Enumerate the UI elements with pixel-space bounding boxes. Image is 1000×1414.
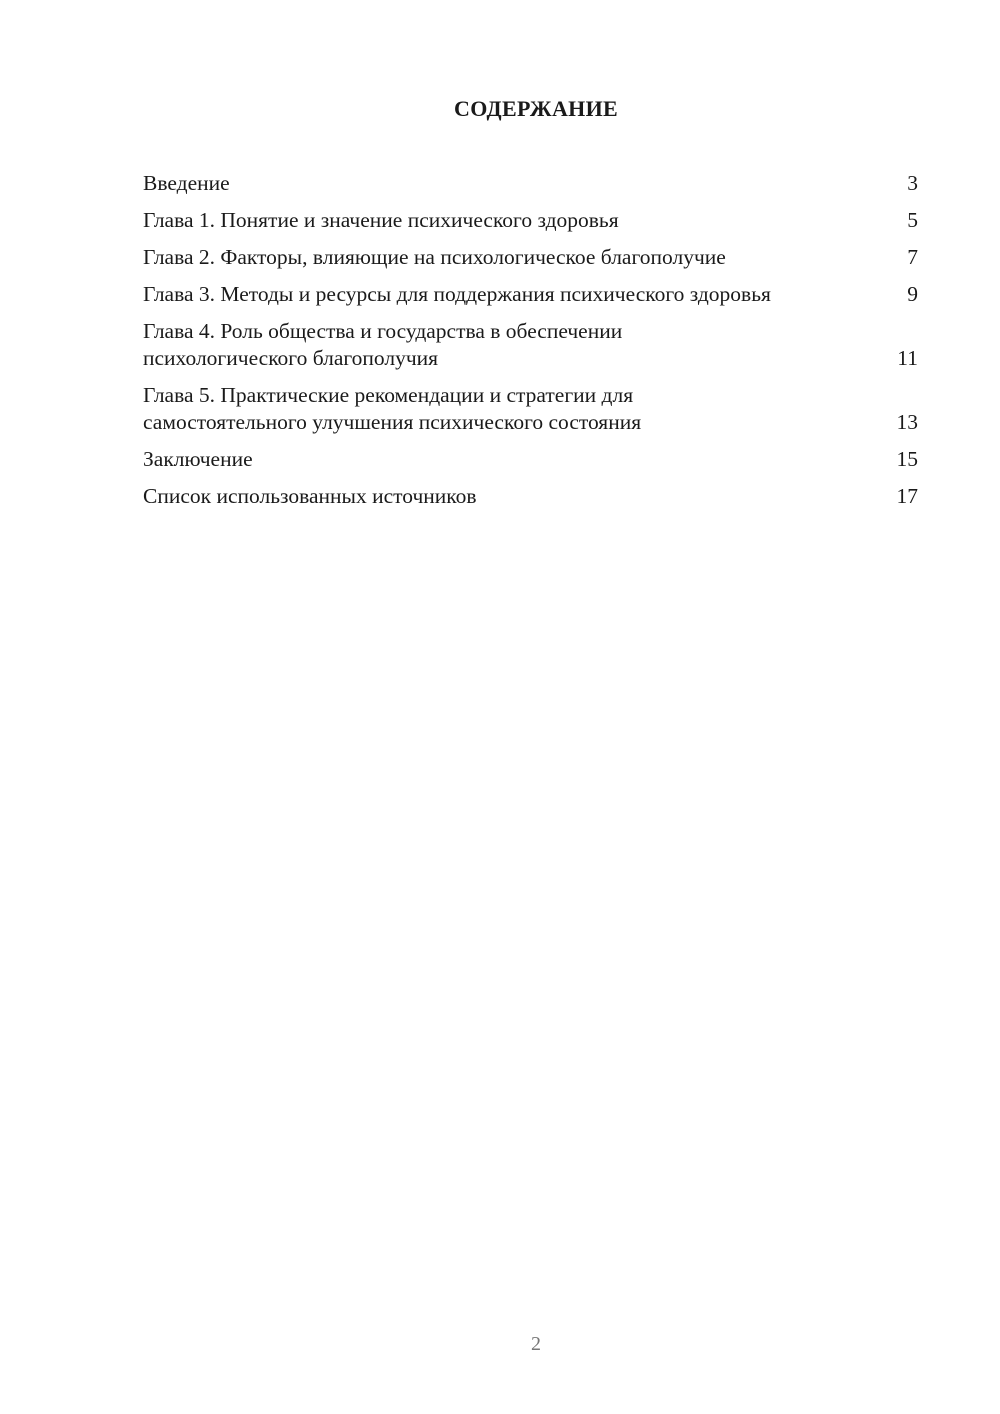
toc-item-label: Глава 5. Практические рекомендации и стратегии для самостоятельного улучшения психического состояния bbox=[143, 383, 642, 434]
toc-item-chapter-4 bbox=[143, 318, 918, 372]
toc-item-page: 13 bbox=[896, 410, 918, 434]
toc-item-chapter-2 bbox=[143, 244, 918, 271]
toc-item-page: 3 bbox=[907, 171, 918, 195]
toc-item-label: Глава 1. Понятие и значение психического здоровья bbox=[143, 208, 619, 232]
toc-item-chapter-5 bbox=[143, 382, 918, 436]
toc-item-references bbox=[143, 483, 918, 510]
toc-item-page: 9 bbox=[907, 282, 918, 306]
toc-item-page: 7 bbox=[907, 245, 918, 269]
toc-item-page: 17 bbox=[896, 484, 918, 508]
page-number: 2 bbox=[531, 1333, 541, 1355]
toc-list bbox=[143, 170, 918, 520]
toc-title: СОДЕРЖАНИЕ bbox=[454, 96, 618, 121]
toc-item-label: Глава 2. Факторы, влияющие на психологическое благополучие bbox=[143, 245, 726, 269]
toc-item-label: Заключение bbox=[143, 447, 253, 471]
toc-item-page: 15 bbox=[896, 447, 918, 471]
toc-item-label: Глава 4. Роль общества и государства в обеспечении психологического благополучия bbox=[143, 319, 623, 370]
toc-item-label: Список использованных источников bbox=[143, 484, 477, 508]
toc-item-chapter-1 bbox=[143, 207, 918, 234]
toc-item-label: Глава 3. Методы и ресурсы для поддержания психического здоровья bbox=[143, 282, 771, 306]
toc-item-page: 11 bbox=[897, 346, 918, 370]
toc-item-page: 5 bbox=[907, 208, 918, 232]
toc-item-label: Введение bbox=[143, 171, 230, 195]
toc-item-conclusion bbox=[143, 446, 918, 473]
toc-item-chapter-3 bbox=[143, 281, 918, 308]
toc-item-introduction bbox=[143, 170, 918, 197]
